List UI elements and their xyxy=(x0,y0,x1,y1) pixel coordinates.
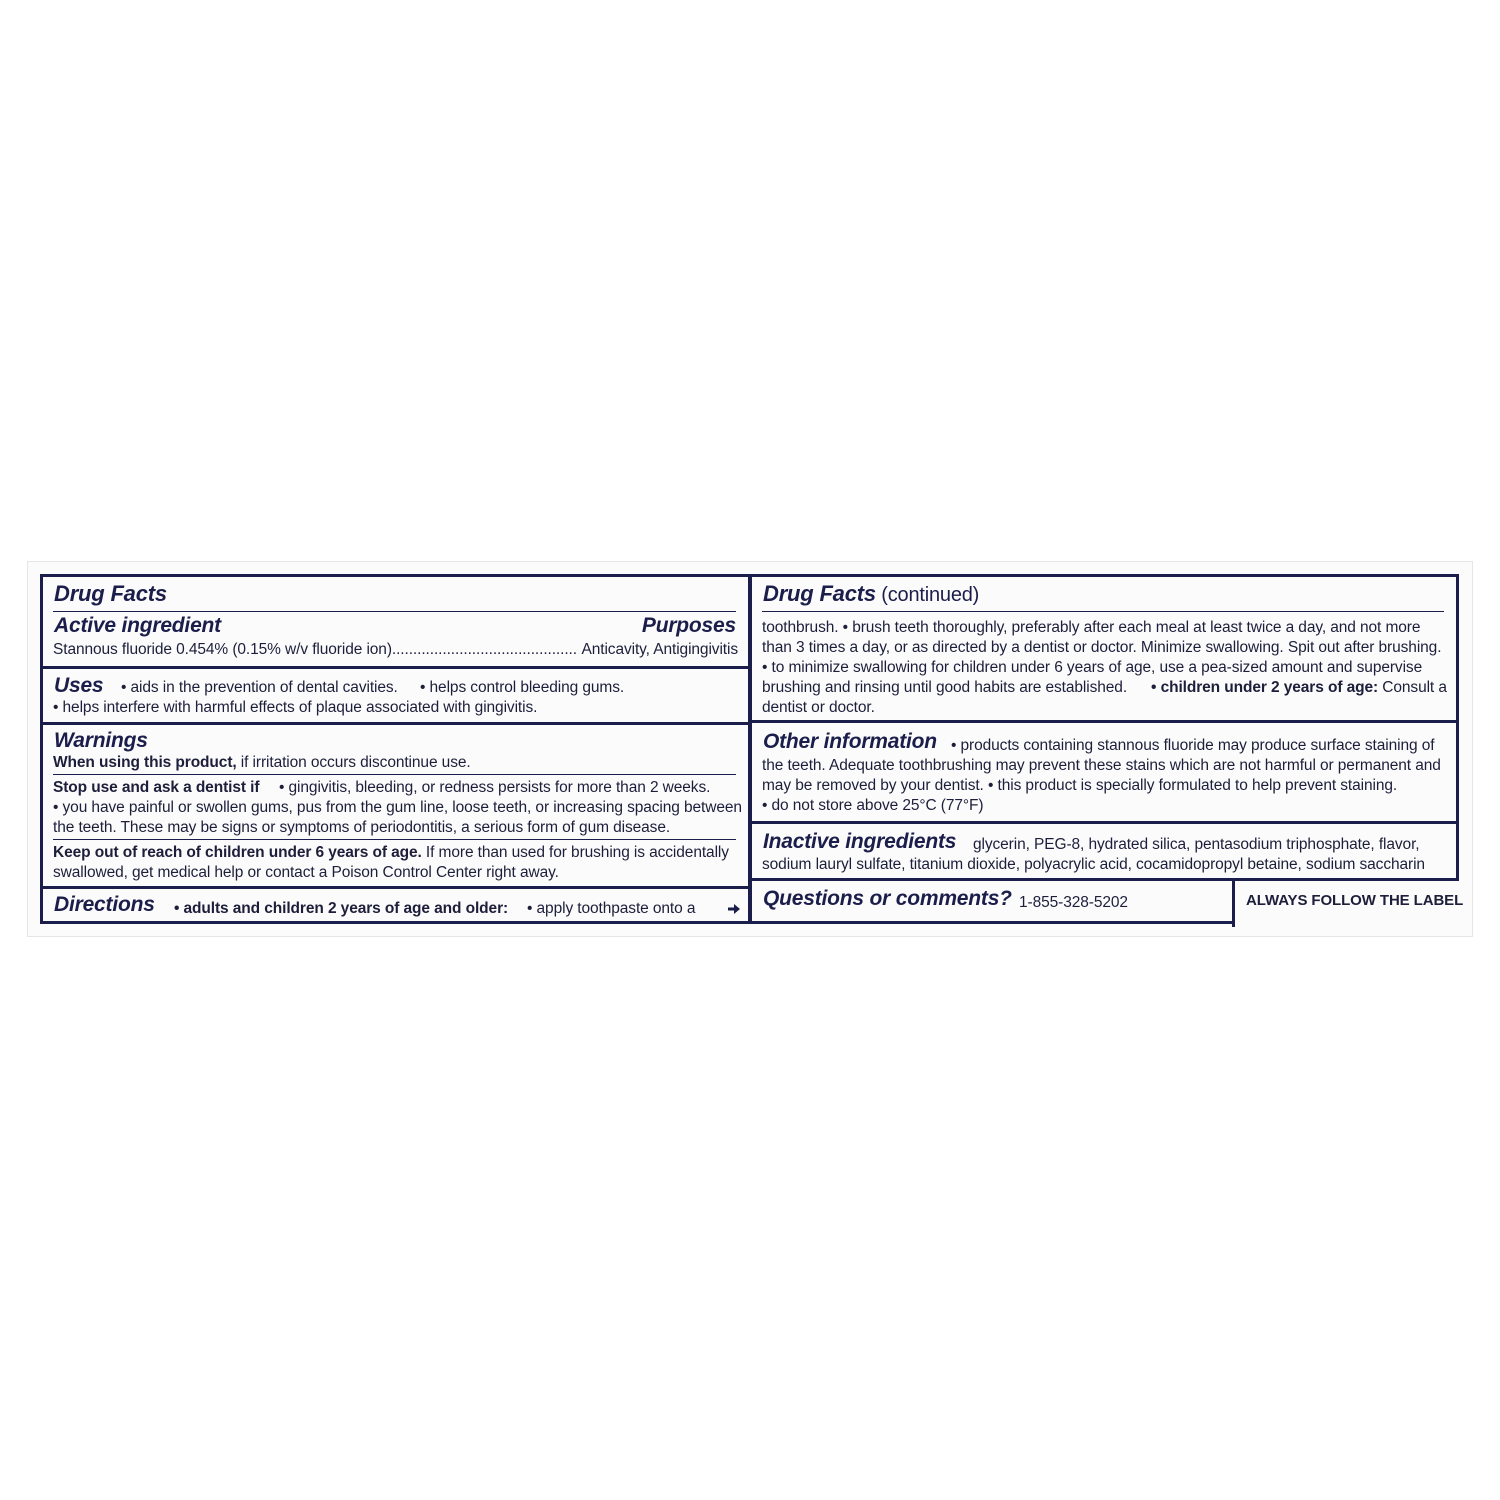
drug-facts-title: Drug Facts xyxy=(54,581,167,606)
warnings-rule xyxy=(53,774,736,775)
purposes-heading: Purposes xyxy=(641,614,736,637)
stop-use-label: Stop use and ask a dentist if xyxy=(53,779,260,796)
section-divider xyxy=(43,722,748,725)
active-ingredient-line: Stannous fluoride 0.454% (0.15% w/v fluoride ion)............................................ xyxy=(53,641,577,658)
section-divider xyxy=(752,720,1456,723)
other-information-heading: Other information xyxy=(763,730,937,753)
always-follow-label-note: ALWAYS FOLLOW THE LABEL xyxy=(1246,892,1464,909)
uses-heading: Uses xyxy=(54,674,104,697)
arrow-right-icon xyxy=(727,902,741,916)
section-divider xyxy=(752,821,1456,824)
other-information-line: may be removed by your dentist. • this product is specially formulated to help prevent staining. xyxy=(762,777,1398,794)
stop-use-item-cont: the teeth. These may be signs or symptoms of periodontitis, a serious form of gum disease. xyxy=(53,819,671,836)
keep-out-line: Keep out of reach of children under 6 years of age. If more than used for brushing is accidentally xyxy=(53,844,729,861)
purpose-text: Anticavity, Antigingivitis xyxy=(581,641,738,658)
warnings-rule xyxy=(53,839,736,840)
stop-use-item: • gingivitis, bleeding, or redness persists for more than 2 weeks. xyxy=(279,779,711,796)
other-information-line: • do not store above 25°C (77°F) xyxy=(762,797,984,814)
uses-item: • aids in the prevention of dental cavities. xyxy=(121,679,398,696)
other-information-line: the teeth. Adequate toothbrushing may prevent these stains which are not harmful or permanent and xyxy=(762,757,1441,774)
inactive-ingredients-line: glycerin, PEG-8, hydrated silica, pentasodium triphosphate, flavor, xyxy=(973,836,1420,853)
drug-facts-left-panel xyxy=(40,574,751,924)
active-ingredient-heading: Active ingredient xyxy=(54,614,221,637)
directions-continued-line: brushing and rinsing until good habits are established. • children under 2 years of age: Consult a xyxy=(762,679,1447,696)
directions-continued-line: • to minimize swallowing for children under 6 years of age, use a pea-sized amount and supervise xyxy=(762,659,1423,676)
questions-phone: 1-855-328-5202 xyxy=(1019,894,1128,911)
directions-continued-line: toothbrush. • brush teeth thoroughly, preferably after each meal at least twice a day, and not more xyxy=(762,619,1421,636)
uses-item: • helps control bleeding gums. xyxy=(420,679,625,696)
keep-out-line-cont: swallowed, get medical help or contact a Poison Control Center right away. xyxy=(53,864,559,881)
section-divider xyxy=(43,666,748,669)
directions-heading: Directions xyxy=(54,893,155,916)
uses-item: • helps interfere with harmful effects of plaque associated with gingivitis. xyxy=(53,699,538,716)
section-divider xyxy=(43,886,748,889)
inactive-ingredients-heading: Inactive ingredients xyxy=(763,830,957,853)
directions-item: • apply toothpaste onto a xyxy=(527,900,696,917)
warnings-heading: Warnings xyxy=(54,729,148,752)
directions-item: • adults and children 2 years of age and older: xyxy=(174,900,509,917)
stop-use-item: • you have painful or swollen gums, pus from the gum line, loose teeth, or increasing spacing between xyxy=(53,799,742,816)
directions-continued-line: dentist or doctor. xyxy=(762,699,875,716)
title-rule xyxy=(762,611,1444,612)
other-information-line: • products containing stannous fluoride may produce surface staining of xyxy=(951,737,1435,754)
directions-continued-line: than 3 times a day, or as directed by a dentist or doctor. Minimize swallowing. Spit out after brushing. xyxy=(762,639,1442,656)
when-using-line: When using this product, if irritation occurs discontinue use. xyxy=(53,754,471,771)
drug-facts-continued-title: Drug Facts (continued) xyxy=(763,581,980,606)
inactive-ingredients-line: sodium lauryl sulfate, titanium dioxide, polyacrylic acid, cocamidopropyl betaine, sodium saccharin xyxy=(762,856,1425,873)
questions-heading: Questions or comments? xyxy=(763,887,1012,910)
title-rule xyxy=(53,611,736,612)
drug-facts-right-panel xyxy=(749,574,1459,924)
